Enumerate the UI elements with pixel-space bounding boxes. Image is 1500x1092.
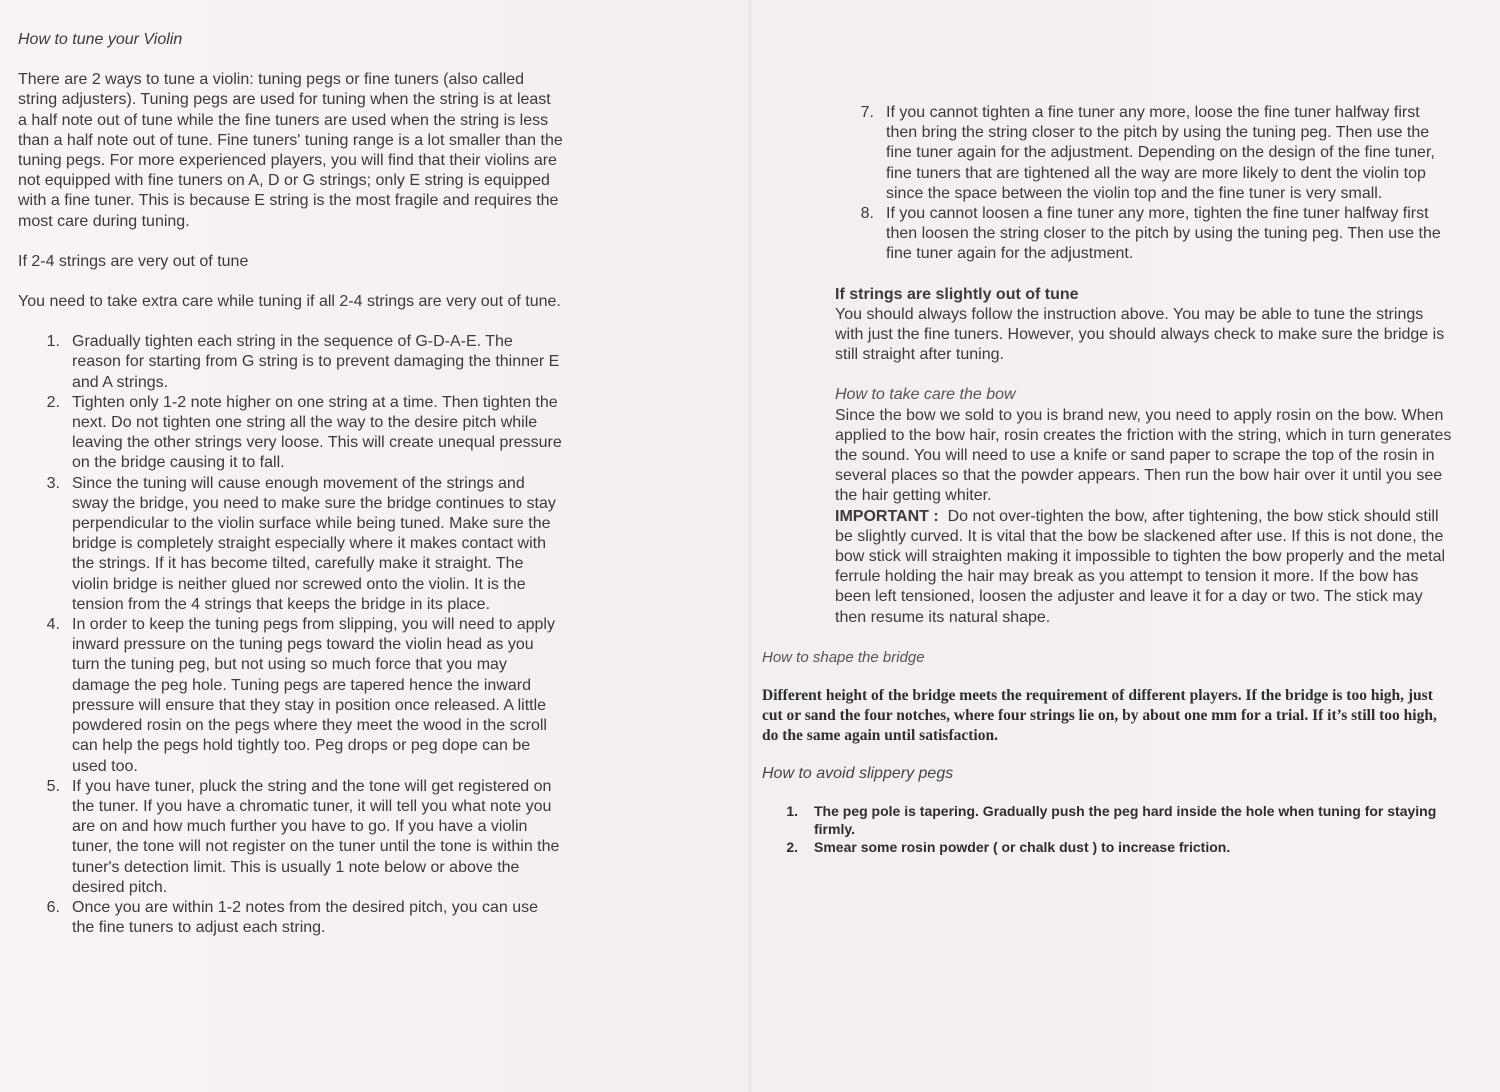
bow-care-text: Since the bow we sold to you is brand new, you need to apply rosin on the bow. When applied to the bow hair, rosin creates the friction with the string, which in turn generates the sound. You will need to use a knife or sand paper to scrape the top of the rosin in several places so that the powder appears. Then run the bow hair over it until you see the hair getting whiter. [835, 406, 1452, 505]
page-fold [748, 0, 752, 1092]
right-column [762, 103, 1452, 856]
left-column [18, 30, 563, 938]
slightly-out-section [762, 285, 1452, 628]
list-item: 1. The peg pole is tapering. Gradually push the peg hard inside the hole when tuning for staying firmly. [786, 803, 1437, 838]
list-item: 7. If you cannot tighten a fine tuner any more, loose the fine tuner halfway first then bring the string closer to the pitch by using the tuning peg. Then use the fine tuner again for the adjustment. Depending on the design of the fine tuner, fine tuners that are tightened all the way are more likely to dent the violin top since the space between the violin top and the fine tuner is very small. [860, 104, 1435, 202]
list-item: 2. Tighten only 1-2 note higher on one string at a time. Then tighten the next. Do not tighten one string all the way to the desire pitch while leaving the other strings very loose. This will create unequal pressure on the bridge causing it to fall. [46, 393, 562, 472]
shape-bridge-heading: How to shape the bridge [762, 648, 925, 666]
list-item: 2. Smear some rosin powder ( or chalk dust ) to increase friction. [786, 839, 1231, 856]
important-note [835, 507, 1452, 628]
slippery-pegs-heading: How to avoid slippery pegs [762, 765, 954, 783]
slippery-pegs-list [762, 802, 1452, 856]
extra-care-note: You need to take extra care while tuning if all 2-4 strings are very out of tune. [18, 293, 561, 311]
bow-care-heading: How to take care the bow [835, 386, 1016, 404]
list-item: 4. In order to keep the tuning pegs from slipping, you will need to apply inward pressure on the tuning pegs toward the violin head as you turn the tuning peg, but not using so much force that you may damage the peg hole. Tuning pegs are tapered hence the inward pressure will ensure that they stay in position once released. A little powdered rosin on the pegs where they meet the wood in the scroll can help the pegs hold tightly too. Peg drops or peg dope can be used too. [46, 616, 555, 775]
list-item: 8. If you cannot loosen a fine tuner any more, tighten the fine tuner halfway first then loosen the string closer to the pitch by using the tuning peg. Then use the fine tuner again for the adjustment. [860, 205, 1441, 263]
tune-violin-title: How to tune your Violin [18, 31, 183, 48]
intro-paragraph: There are 2 ways to tune a violin: tuning pegs or fine tuners (also called string adjusters). Tuning pegs are used for tuning when the string is at least a half note out of tune while the fine tuners are used when the string is less than a half note out of tune. Fine tuners' tuning range is a lot smaller than the tuning pegs. For more experienced players, you will find that their violins are not equipped with fine tuners on A, D or G strings; only E string is equipped with a fine tuner. This is because E string is the most fragile and requires the most care during tuning. [18, 71, 563, 230]
tuning-steps-continued [762, 103, 1452, 265]
list-item: 1. Gradually tighten each string in the sequence of G-D-A-E. The reason for starting from G string is to prevent damaging the thinner E and A strings. [46, 333, 560, 391]
list-item: 5. If you have tuner, pluck the string and the tone will get registered on the tuner. If you have a chromatic tuner, it will tell you what note you are on and how much further you have to go. If you have a violin tuner, the tone will not register on the tuner until the tone is within the tuner's detection limit. This is usually 1 note below or above the desired pitch. [46, 777, 560, 896]
important-text: Do not over-tighten the bow, after tightening, the bow stick should still be slightly curved. It is vital that the bow be slackened after use. If this is not done, the bow stick will straighten making it impossible to tighten the bow properly and the metal ferrule holding the hair may break as you attempt to tension it more. If the bow has been left tensioned, loosen the adjuster and leave it for a day or two. The stick may then resume its natural shape. [835, 507, 1446, 626]
list-item: 6. Once you are within 1-2 notes from the desired pitch, you can use the fine tuners to adjust each string. [46, 898, 539, 937]
tuning-steps-list [18, 332, 563, 938]
out-of-tune-subheading: If 2-4 strings are very out of tune [18, 252, 249, 270]
important-label: IMPORTANT : [835, 507, 939, 525]
slightly-out-heading: If strings are slightly out of tune [835, 285, 1079, 303]
slightly-out-text: You should always follow the instruction above. You may be able to tune the strings with just the fine tuners. However, you should always check to make sure the bridge is still straight after tuning. [835, 305, 1445, 364]
shape-bridge-text: Different height of the bridge meets the requirement of different players. If the bridge is too high, just cut or sand the four notches, where four strings lie on, by about one mm for a trial. If it’s still too high, do the same again until satisfaction. [762, 687, 1437, 745]
list-item: 3. Since the tuning will cause enough movement of the strings and sway the bridge, you need to make sure the bridge continues to stay perpendicular to the violin surface while being tuned. Make sure the bridge is completely straight especially where it makes contact with the strings. If it has become tilted, carefully make it straight. The violin bridge is neither glued nor screwed onto the violin. It is the tension from the 4 strings that keeps the bridge in its place. [46, 474, 556, 613]
